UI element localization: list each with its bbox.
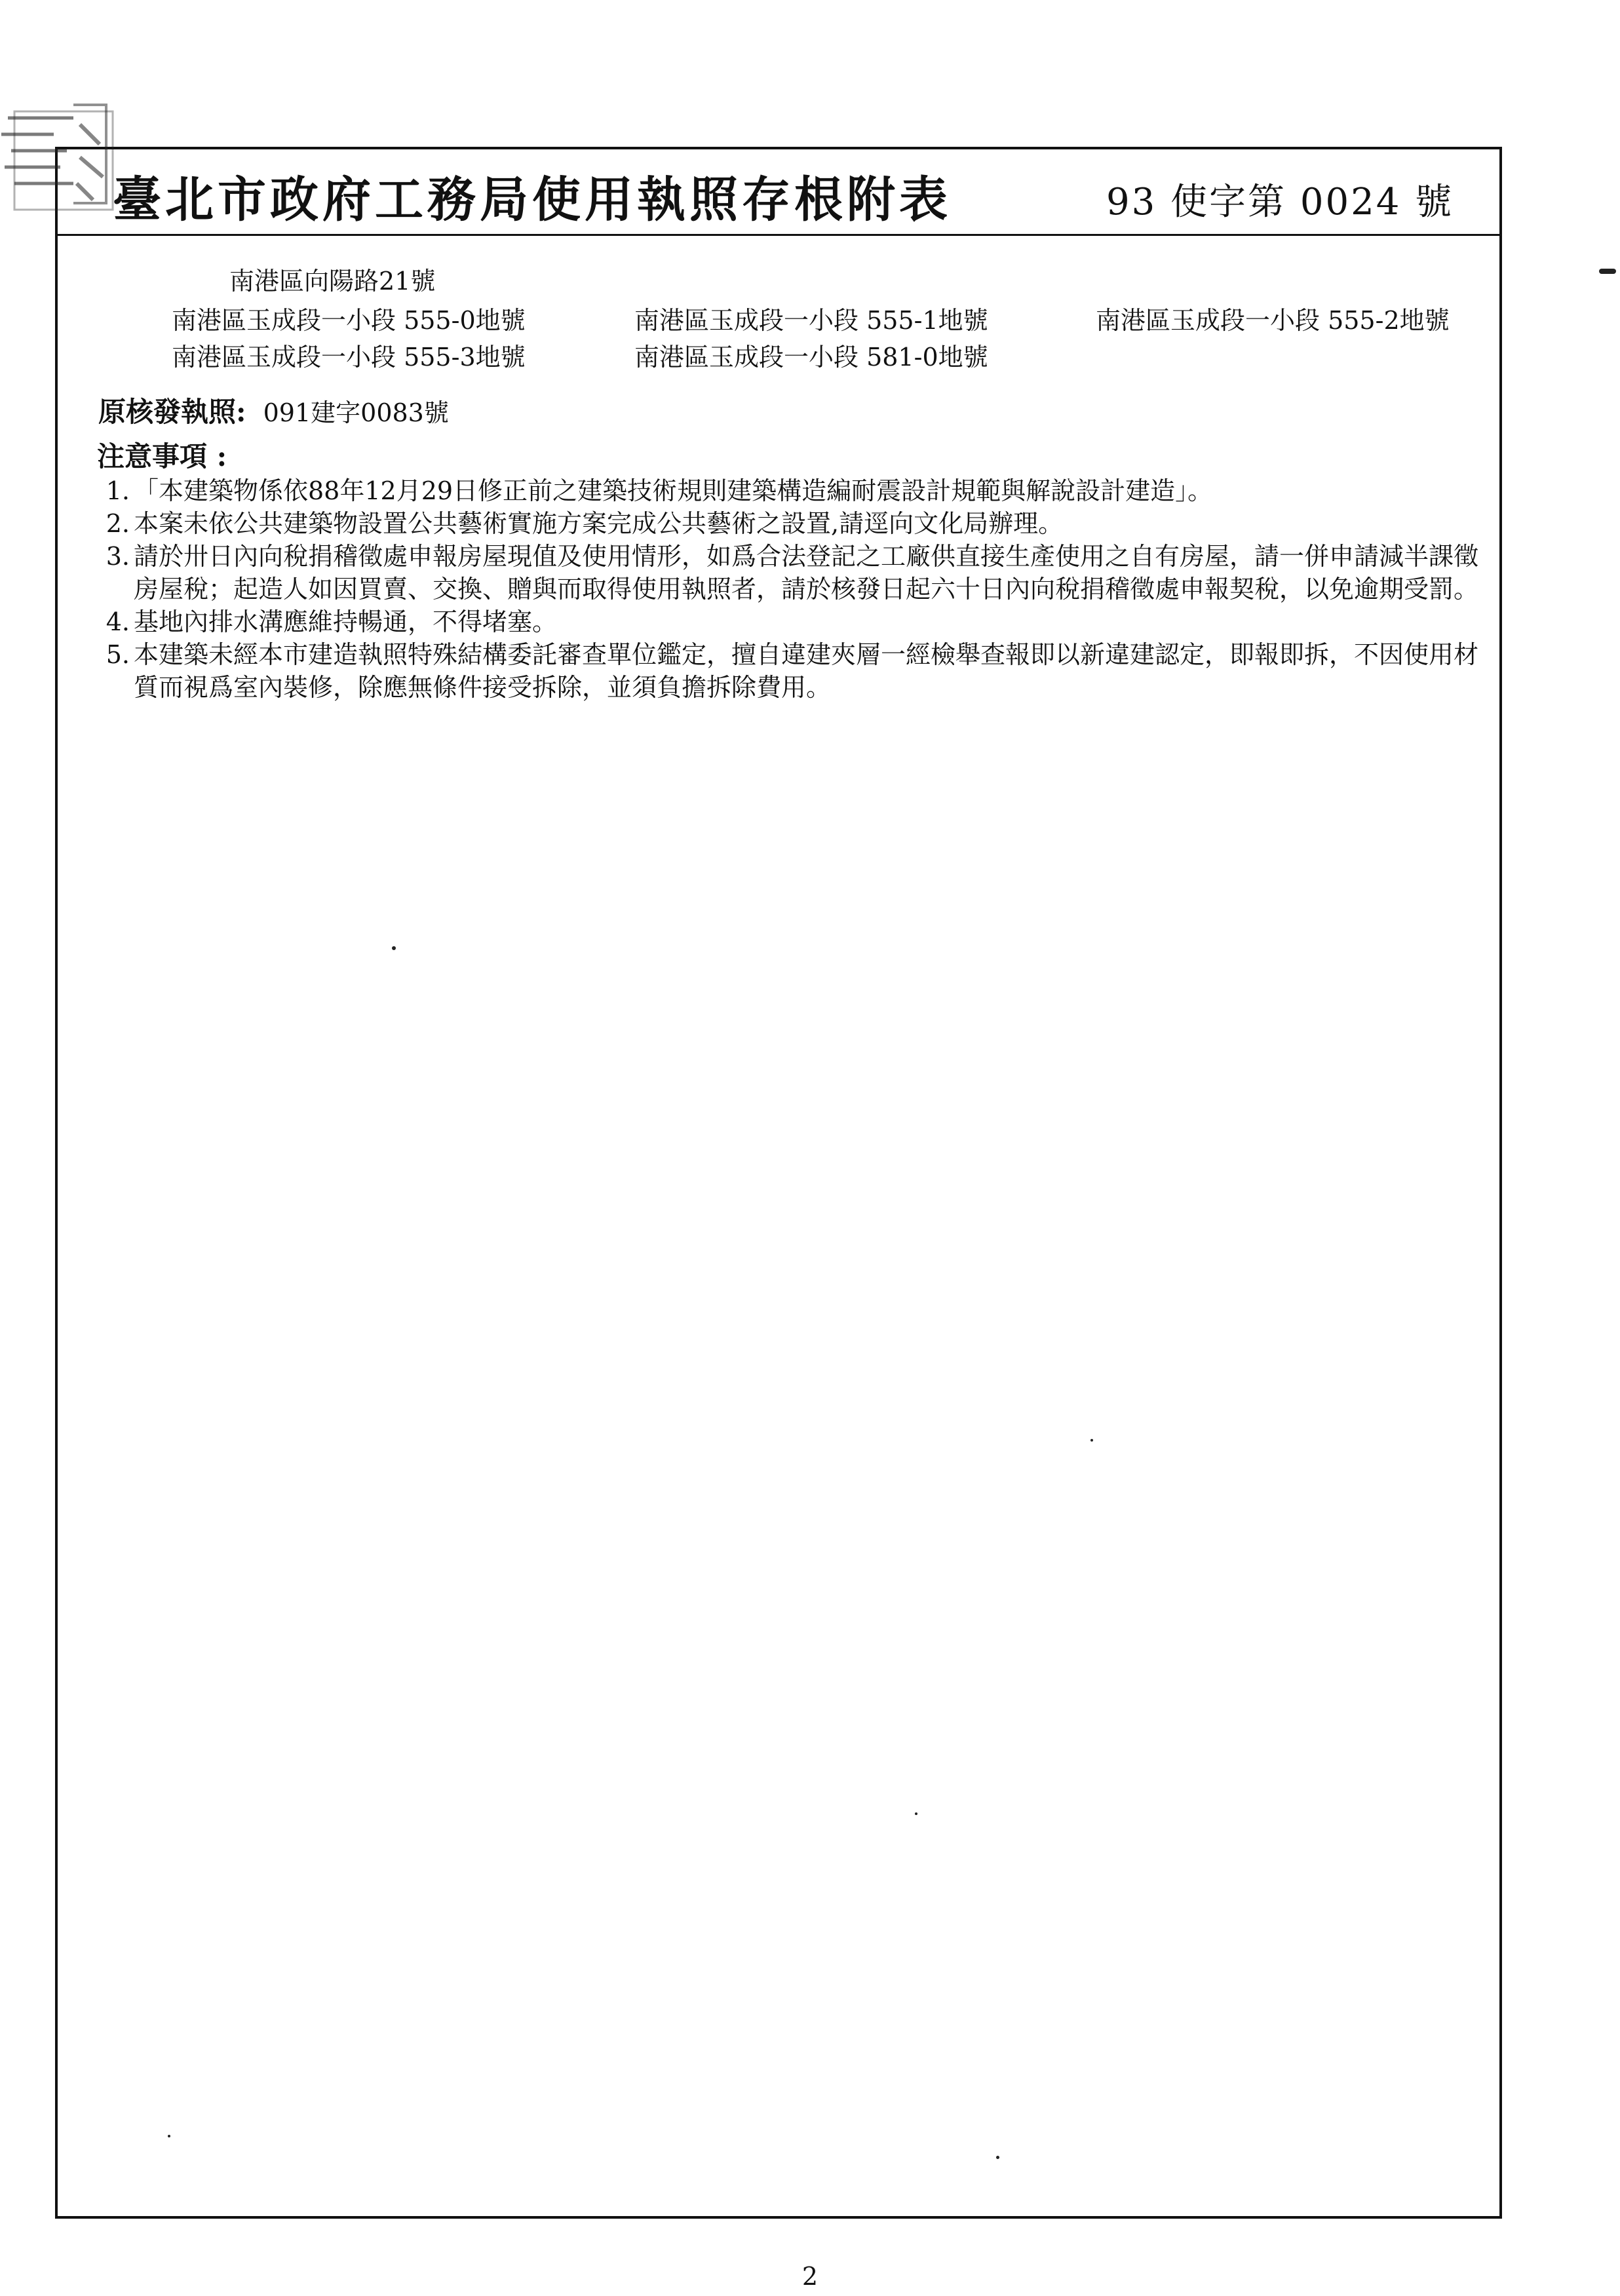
scan-speck	[392, 946, 396, 950]
permit-number: 93 使字第 0024 號	[1106, 181, 1454, 223]
scan-speck	[168, 2135, 170, 2137]
notes-list	[98, 474, 1494, 704]
stamp-mark	[0, 98, 126, 223]
land-parcel-1: 南港區玉成段一小段 555-0地號	[172, 306, 526, 335]
land-parcel-2: 南港區玉成段一小段 555-1地號	[634, 306, 988, 335]
original-permit-value: 091建字0083號	[263, 398, 449, 427]
scan-speck	[915, 1812, 917, 1815]
original-permit	[98, 391, 449, 430]
original-permit-label: 原核發執照:	[98, 396, 246, 428]
land-parcel-3: 南港區玉成段一小段 555-2地號	[1096, 306, 1450, 335]
note-item: 1. 「本建築物係依88年12月29日修正前之建築技術規則建築構造編耐震設計規範與解說設計建造」。	[106, 476, 1213, 505]
land-parcel-4: 南港區玉成段一小段 555-3地號	[172, 343, 526, 372]
note-item: 2. 本案未依公共建築物設置公共藝術實施方案完成公共藝術之設置,請逕向文化局辦理。	[106, 509, 1064, 538]
page-number: 2	[801, 2262, 819, 2291]
note-item: 3. 請於卅日內向稅捐稽徵處申報房屋現值及使用情形，如爲合法登記之工廠供直接生產使用之自有房屋，請一併申請減半課徵房屋稅；起造人如因買賣、交換、贈與而取得使用執照者，請於核發日起六十日內向稅捐稽徵處申報契稅，以免逾期受罰。	[106, 542, 1479, 603]
title-row	[58, 149, 1499, 236]
scan-speck	[1090, 1439, 1093, 1442]
scan-speck	[1599, 269, 1616, 274]
note-item: 5. 本建築未經本市建造執照特殊結構委託審查單位鑑定，擅自違建夾層一經檢舉查報即以新違建認定，即報即拆，不因使用材質而視爲室內裝修，除應無條件接受拆除，並須負擔拆除費用。	[106, 640, 1479, 702]
notes-heading: 注意事項 :	[97, 440, 227, 472]
document-frame	[55, 147, 1502, 2219]
note-item: 4. 基地內排水溝應維持暢通，不得堵塞。	[106, 607, 558, 636]
scan-speck	[996, 2156, 999, 2159]
location-address: 南港區向陽路21號	[229, 267, 436, 296]
land-parcel-5: 南港區玉成段一小段 581-0地號	[634, 343, 988, 372]
page-title: 臺北市政府工務局使用執照存根附表	[113, 172, 952, 228]
